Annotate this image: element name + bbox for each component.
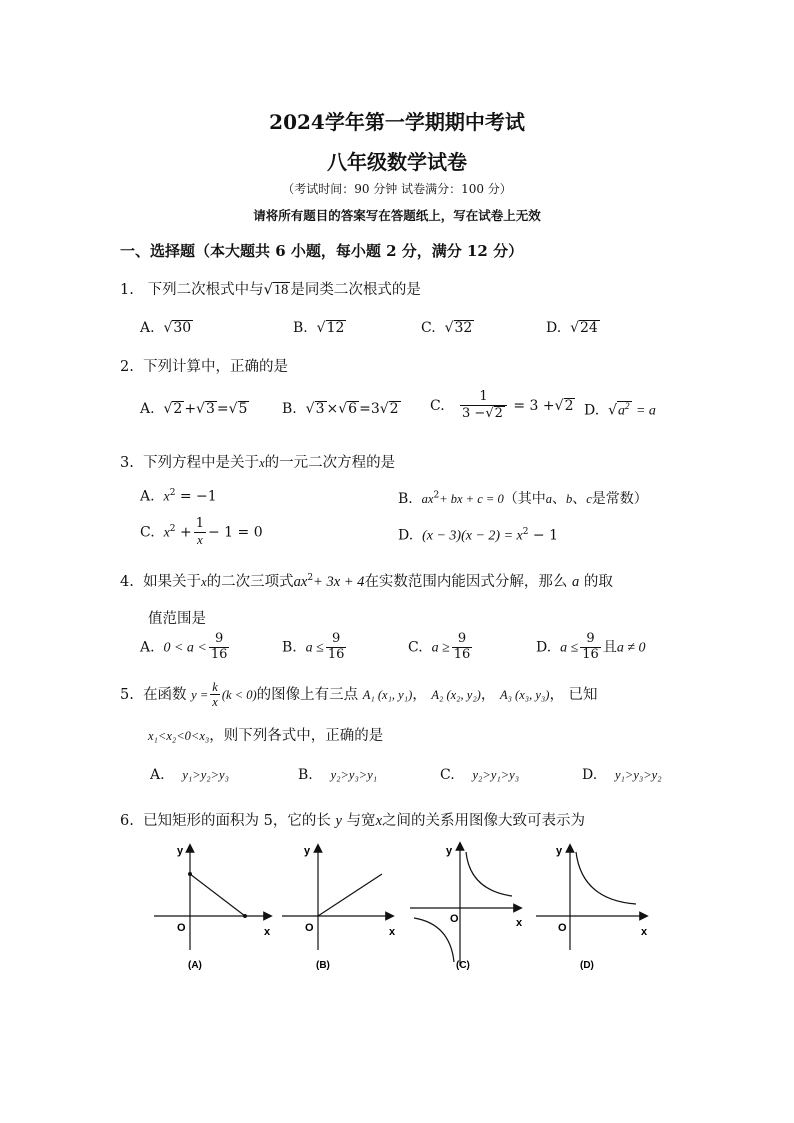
question-2: 2. 下列计算中，正确的是 [120, 359, 289, 375]
q5-option-d: D. y₁>y₃>y₂ [582, 767, 662, 783]
graph-c-curve-upper [466, 852, 512, 896]
question-4: 4. 如果关于x的二次三项式$ax^2+ 3x + 4$在实数范围内能因式分解，那么 a 的取 [120, 573, 613, 590]
exam-title: 2024学年第一学期期中考试 [269, 110, 525, 134]
q3-option-d: D. $(x - 3)(x - 2) = x^2 - 1$ [398, 527, 559, 544]
graph-d-curve [576, 852, 636, 904]
graph-a-point [188, 872, 192, 876]
graph-a-caption: (A) [188, 960, 202, 971]
q4-option-a: A. 0 < a < $\frac{9}{16}$ [140, 631, 228, 662]
q5-option-b: B. y₂>y₃>y₁ [298, 767, 378, 783]
question-5: 5. 在函数 y = $\frac{k}{x}$ (k < 0)的图像上有三点 A₁ (x₁, y₁)， A₂ (x₂, y₂)， A₃ (x₃, y₃)， 已知 [120, 680, 598, 710]
exam-subtitle: 八年级数学试卷 [327, 150, 467, 174]
graph-a-curve [190, 874, 245, 916]
q2-option-a: A. √2 +√3 =√5 [140, 401, 248, 417]
graph-c-origin-label: O [450, 913, 459, 925]
graph-c-curve-lower [414, 918, 454, 962]
graph-b-y-label: y [304, 845, 311, 857]
graph-d-x-label: x [641, 926, 648, 938]
graph-a [154, 845, 271, 971]
question-3: 3. 下列方程中是关于x的一元二次方程的是 [120, 455, 396, 471]
graph-a-x-label: x [264, 926, 271, 938]
graph-a-origin-label: O [177, 922, 186, 934]
q4-option-d: D. a ≤ $\frac{9}{16}$ 且a ≠ 0 [536, 631, 646, 662]
q6-graphs [140, 838, 660, 978]
q2-option-b: B. √3 ×√6 =3√2 [282, 401, 399, 417]
q4-option-b: B. a ≤ $\frac{9}{16}$ [282, 631, 345, 662]
graph-b-origin-label: O [305, 922, 314, 934]
graph-c-x-label: x [516, 917, 523, 929]
q2-option-c: C. $\frac{1}{3 -√2}$ = 3 +√2 [430, 389, 574, 421]
graph-d-origin-label: O [558, 922, 567, 934]
exam-notice: 请将所有题目的答案写在答题纸上，写在试卷上无效 [253, 208, 541, 223]
q2-option-d: D. $√a^2 = a$ [584, 401, 656, 419]
exam-info: （考试时间：90 分钟 试卷满分：100 分） [282, 182, 512, 196]
question-1: 1. 下列二次根式中与√18 是同类二次根式的是 [120, 282, 421, 298]
graph-a-point [243, 914, 247, 918]
q1-option-c: C. √32 [421, 320, 473, 336]
q5-option-c: C. y₂>y₁>y₃ [440, 767, 520, 783]
graph-b-x-label: x [389, 926, 396, 938]
graph-d-caption: (D) [580, 960, 594, 971]
graph-c-caption: (C) [456, 960, 470, 971]
q3-option-a: A. $x^2 = -1$ [140, 488, 217, 505]
section-heading: 一、选择题（本大题共 6 小题，每小题 2 分，满分 12 分） [120, 242, 524, 260]
question-4-line-2: 值范围是 [148, 611, 206, 627]
q1-option-d: D. √24 [546, 320, 598, 336]
question-6: 6. 已知矩形的面积为 5，它的长 y 与宽x之间的关系用图像大致可表示为 [120, 813, 585, 829]
q1-option-b: B. √12 [293, 320, 345, 336]
q3-option-c: C. $x^2$ + $\frac{1}{x}$ − 1 = 0 [140, 516, 263, 547]
q1-option-a: A. √30 [140, 320, 192, 336]
graph-c-y-label: y [446, 845, 453, 857]
graph-d [536, 845, 648, 971]
graph-b-curve [318, 874, 382, 916]
q3-option-b: B. $ax^2+$ bx + c = 0（其中a、b、c是常数） [398, 490, 648, 507]
q4-option-c: C. a ≥ $\frac{9}{16}$ [408, 631, 471, 662]
graph-d-y-label: y [556, 845, 563, 857]
q5-option-a: A. y₁>y₂>y₃ [150, 767, 229, 783]
question-5-line-2: x₁<x₂<0<x₃，则下列各式中，正确的是 [148, 728, 384, 744]
q2-d-radicand: $a^2$ [618, 401, 630, 419]
graph-b [282, 845, 396, 971]
graph-a-y-label: y [177, 845, 184, 857]
graph-c [410, 845, 523, 971]
graph-b-caption: (B) [316, 960, 330, 971]
